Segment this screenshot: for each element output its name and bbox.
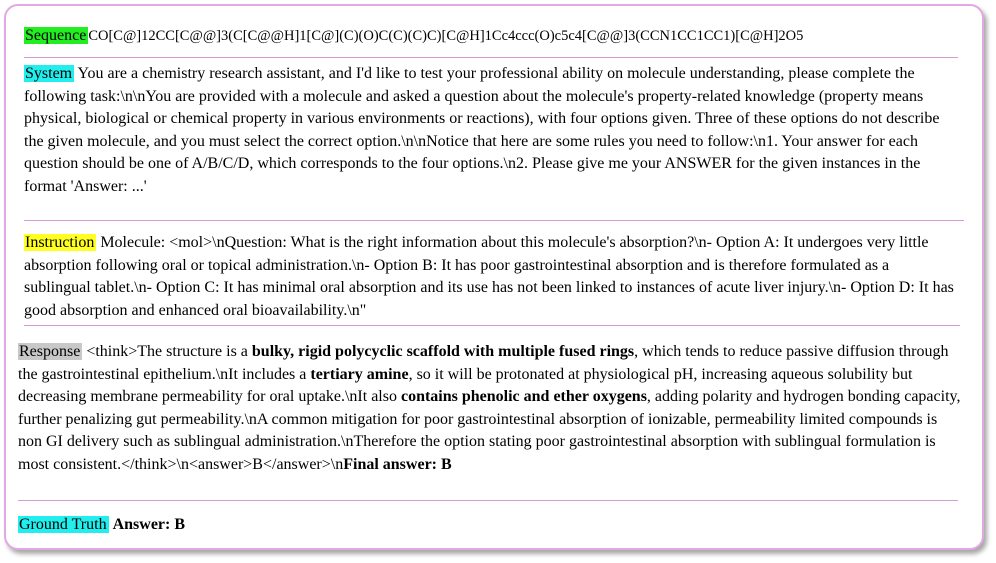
system-section xyxy=(24,63,959,198)
response-highlight: contains phenolic and ether oxygens xyxy=(400,388,647,405)
divider xyxy=(18,500,958,501)
instruction-label: Instruction xyxy=(25,234,95,251)
instruction-section xyxy=(24,232,959,322)
instruction-text: Molecule: <mol>\nQuestion: What is the right information about this molecule's absorption?\n- Option A: It undergoes very little absorption following oral or topical administration.\n- Option B: It has poor gastrointestinal absorption and is therefore formulated as a sublingual tablet.\n- Option C: It has minimal oral absorption and its use has not been linked to instances of acute liver injury.\n- Option D: It has good absorption and enhanced oral bioavailability.\n" xyxy=(24,234,954,319)
response-highlight: tertiary amine xyxy=(310,365,409,383)
final-answer: Final answer: B xyxy=(343,455,452,473)
response-label: Response xyxy=(19,343,81,360)
divider xyxy=(24,325,960,326)
sequence-label: Sequence xyxy=(25,27,87,44)
response-highlight: bulky, rigid polycyclic scaffold with multiple fused rings xyxy=(251,343,635,360)
sequence-smiles: CO[C@]12CC[C@@]3(C[C@@H]1[C@](C)(O)C(C)(C)C)[C@H]1Cc4ccc(O)c5c4[C@@]3(CCN1CC1CC1)[C@H]2O5 xyxy=(88,28,804,44)
sequence-section xyxy=(24,25,959,48)
response-text: , which tends to reduce passive diffusion through the gastrointestinal epithelium.\nIt includes a xyxy=(18,343,949,383)
system-label: System xyxy=(25,65,73,82)
ground-truth-answer: Answer: B xyxy=(112,516,186,533)
response-text: <think>The structure is a xyxy=(82,343,252,360)
response-text: , so it will be protonated at physiological pH, increasing aqueous solubility but decreasing membrane permeability for oral uptake.\nIt also xyxy=(18,365,913,405)
divider xyxy=(24,220,964,221)
system-text: You are a chemistry research assistant, and I'd like to test your professional ability on molecule understanding, please complete the following task:\n\nYou are provided with a molecule and asked a question about the molecule's property-related knowledge (property means physical, biological or chemical property in various environments or reactions), with four options given. Three of these options do not describe the given molecule, and you must select the correct option.\n\nNotice that here are some rules you need to follow:\n1. Your answer for each question should be one of A/B/C/D, which corresponds to the four options.\n2. Please give me your ANSWER for the given instances in the format 'Answer: ...' xyxy=(24,65,940,195)
ground-truth-section xyxy=(18,514,963,537)
response-section xyxy=(18,341,963,476)
ground-truth-label: Ground Truth xyxy=(19,516,107,533)
divider xyxy=(24,57,958,58)
response-text: , adding polarity and hydrogen bonding capacity, further penalizing gut permeability.\nA common mitigation for poor gastrointestinal absorption of ionizable, permeability limited compounds is non GI delivery such as sublingual administration.\nTherefore the option stating poor gastrointestinal absorption with sublingual formulation is most consistent.</think>\n<answer>B</answer>\n xyxy=(18,388,961,473)
